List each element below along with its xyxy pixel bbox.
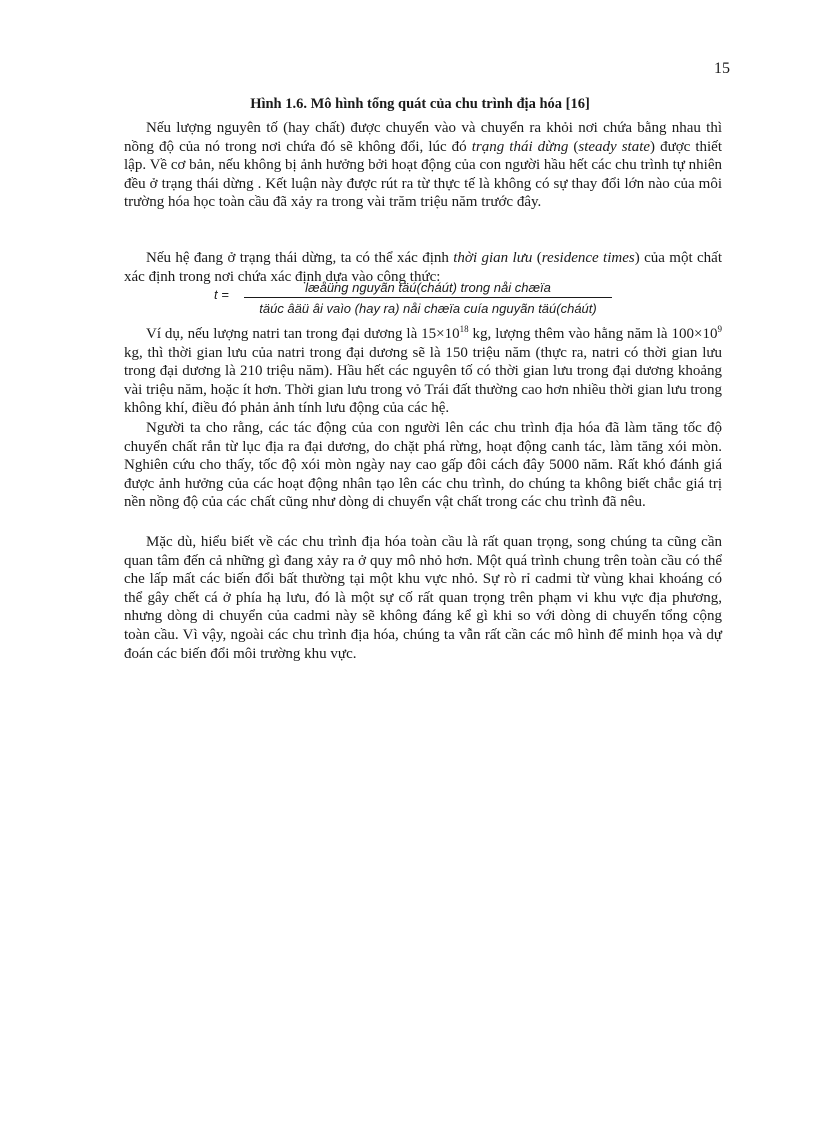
page-number: 15 [714, 60, 730, 77]
paragraph-local-scale [124, 533, 722, 663]
term-steady-state-vi: trạng thái dừng [471, 138, 569, 155]
paragraph-sodium-example [124, 325, 722, 418]
paragraph-text: Người ta cho rằng, các tác động của con người lên các chu trình địa hóa đã làm tăng tốc độ chuyển chất rắn từ lục địa ra đại dương, do chặt phá rừng, hoạt động canh tác, làm tăng xói mòn. Nghiên cứu cho thấy, tốc độ xói mòn ngày nay cao gấp đôi cách đây 5000 năm. Rất khó đánh giá được ảnh hưởng của các hoạt động nhân tạo lên các chu trình, do chúng ta không biết chắc giá trị nền nồng độ của các chất cũng như dòng di chuyển vật chất trong các chu trình đã nêu. [124, 420, 722, 511]
figure-caption: Hình 1.6. Mô hình tổng quát của chu trình địa hóa [16] [250, 96, 590, 112]
formula-denominator: täúc âäü âi vaìo (hay ra) nåi chæïa cuía nguyãn täú(cháút) [259, 301, 597, 316]
paragraph-text: Ví dụ, nếu lượng natri tan trong đại dương là 15×10 [146, 326, 460, 342]
paragraph-text: Mặc dù, hiểu biết về các chu trình địa hóa toàn cầu là rất quan trọng, song chúng ta cũng cần quan tâm đến cả những gì đang xảy ra ở quy mô nhỏ hơn. Một quá trình chung trên toàn cầu có thể che lấp mất các biến đổi bất thường tại một khu vực nhỏ. Sự rò rỉ cadmi từ vùng khai khoáng có thể gây chết cá ở phía hạ lưu, đó là một sự cố rất quan trọng trên phạm vi khu vực địa phương, nhưng dòng di chuyển của cadmi này sẽ không đáng kể gì khi so với dòng di chuyển tổng cộng toàn cầu. Vì vậy, ngoài các chu trình địa hóa, chúng ta vẫn rất cần các mô hình để minh họa và dự đoán các biến đổi môi trường khu vực. [124, 534, 722, 662]
residence-time-formula [214, 279, 614, 315]
term-steady-state-en: steady state [578, 138, 651, 155]
paragraph-text: Nếu hệ đang ở trạng thái dừng, ta có thể xác định [146, 250, 454, 266]
formula-lhs: t = [214, 287, 229, 302]
exponent: 9 [717, 324, 722, 334]
exponent: 18 [459, 324, 469, 334]
paragraph-text: kg, thì thời gian lưu của natri trong đại dương sẽ là 150 triệu năm (thực ra, natri có thời gian lưu trong đại dương là 210 triệu năm). Hầu hết các nguyên tố có thời gian lưu trong đại dương khoảng vài triệu năm, hoặc ít hơn. Thời gian lưu trong vỏ Trái đất thường cao hơn nhiều thời gian lưu trong không khí, điều đó phản ảnh tính lưu động của các hệ. [124, 344, 722, 417]
paragraph-text: ) được thiết lập. Về cơ bản, nếu không bị ảnh hưởng bởi hoạt động của con người hầu hết các chu trình tự nhiên đều ở trạng thái dừng . Kết luận này được rút ra từ thực tế là không có sự thay đổi lớn nào của môi trường hóa học toàn cầu đã xảy ra trong vài trăm triệu năm trước đây. [124, 138, 722, 211]
paragraph-human-impact [124, 419, 722, 512]
term-residence-time-en: residence times [541, 250, 635, 266]
formula-fraction [244, 279, 612, 317]
paragraph-text: ( [568, 138, 579, 155]
formula-numerator: læåüng nguyãn täú(cháút) trong nåi chæïa [305, 280, 551, 295]
term-residence-time-vi: thời gian lưu [453, 250, 533, 266]
paragraph-text: Nếu lượng nguyên tố (hay chất) được chuyển vào và chuyển ra khỏi nơi chứa bằng nhau thì nồng độ của nó trong nơi chứa đó sẽ không đổi, lúc đó [124, 120, 722, 155]
fraction-bar [244, 297, 612, 298]
paragraph-text: ( [532, 250, 542, 266]
paragraph-text: ) của một chất xác định trong nơi chứa xác định dựa vào công thức: [124, 250, 722, 285]
paragraph-steady-state [124, 119, 722, 212]
paragraph-text: kg, lượng thêm vào hằng năm là 100×10 [468, 326, 718, 342]
